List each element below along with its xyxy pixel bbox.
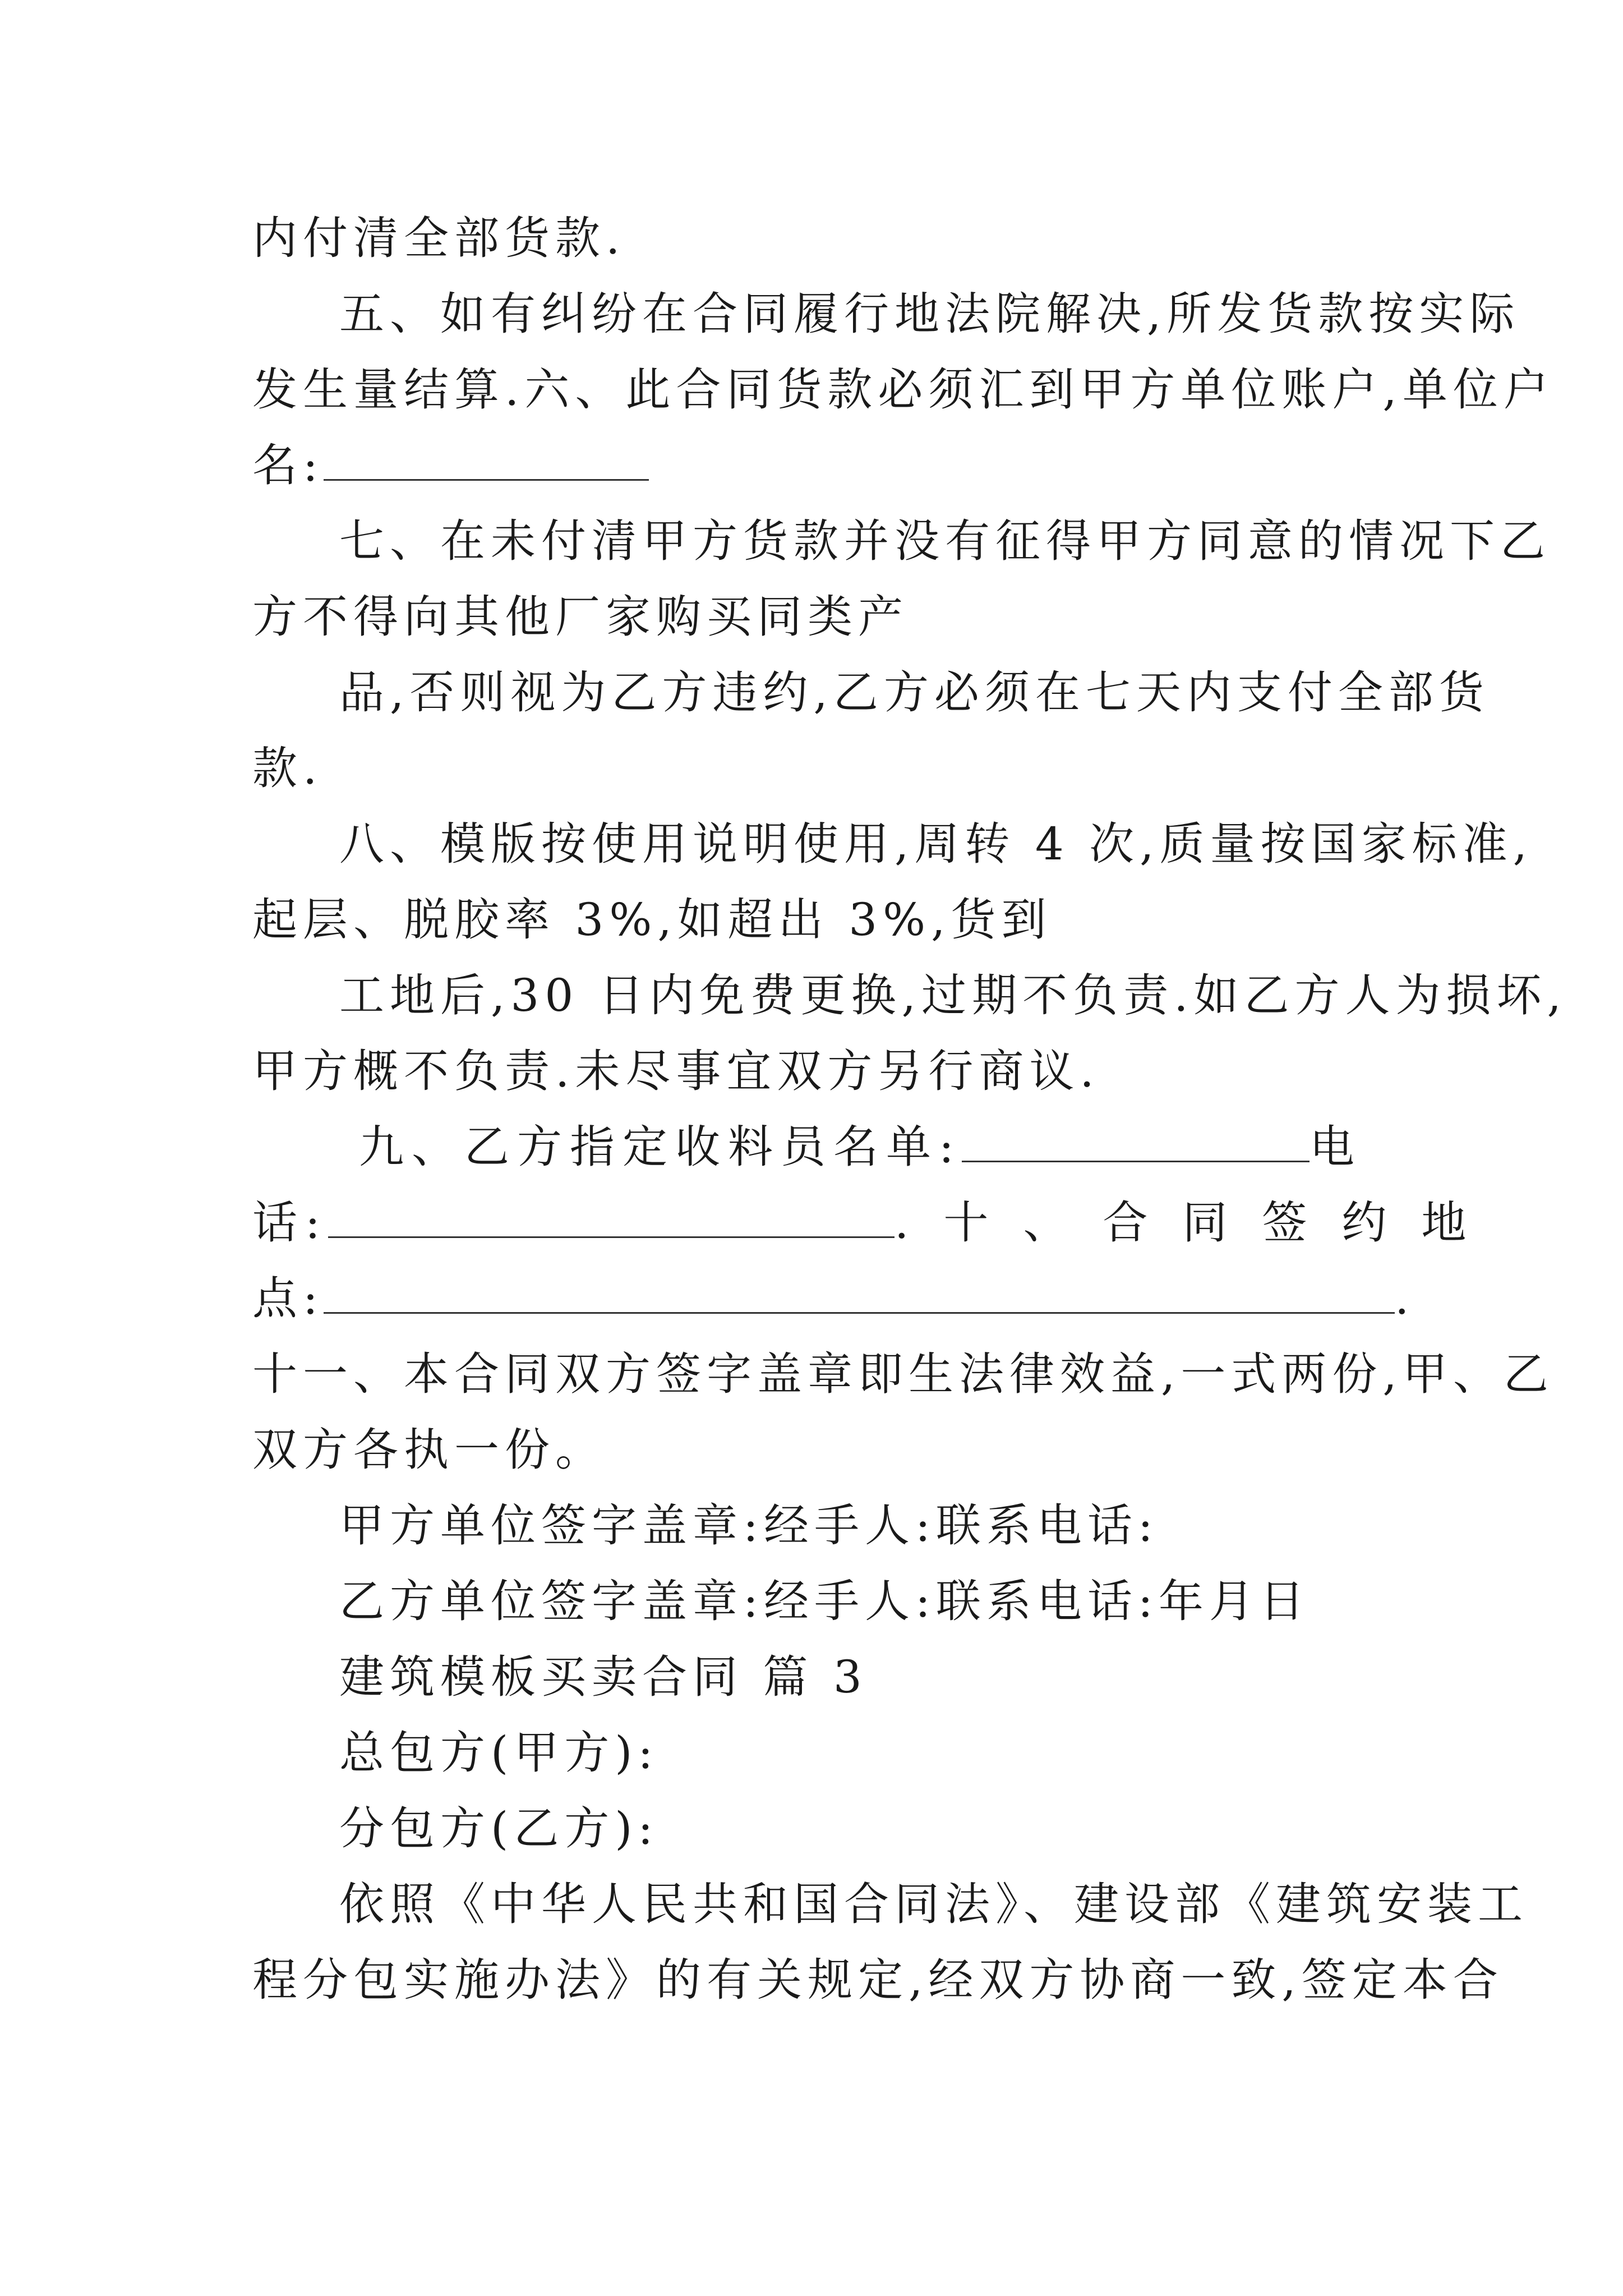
text-line: 十一、本合同双方签字盖章即生法律效益,一式两份,甲、乙: [252, 1348, 1554, 1400]
section-heading: 建筑模板买卖合同 篇 3: [339, 1651, 868, 1703]
text-line: 总包方(甲方):: [339, 1727, 659, 1779]
blank-line: [324, 440, 649, 481]
text-line: 款.: [252, 742, 323, 794]
text-line: 双方各执一份。: [252, 1424, 606, 1476]
text-line: 分包方(乙方):: [339, 1802, 659, 1855]
text-line: 甲方单位签字盖章:经手人:联系电话:: [339, 1499, 1159, 1552]
text-line: 品,否则视为乙方违约,乙方必须在七天内支付全部货: [339, 666, 1490, 719]
text-line: 八、模版按使用说明使用,周转 4 次,质量按国家标准,: [339, 818, 1533, 870]
field-label: 点:: [252, 1272, 324, 1324]
text-line: 工地后,30 日内免费更换,过期不负责.如乙方人为损坏,: [339, 969, 1567, 1022]
text-line: [359, 1119, 1362, 1175]
text-line: [252, 1271, 1414, 1327]
text-line: 甲方概不负责.未尽事宜双方另行商议.: [252, 1045, 1100, 1097]
text-fragment: .: [1394, 1272, 1415, 1324]
field-label: 名:: [252, 439, 324, 491]
text-fragment: 电: [1309, 1121, 1362, 1173]
text-line: 内付清全部货款.: [252, 212, 626, 264]
text-fragment: .十、合同签约地: [894, 1197, 1501, 1249]
text-line: 七、在未付清甲方货款并没有征得甲方同意的情况下乙: [339, 515, 1551, 567]
field-label: 九、乙方指定收料员名单:: [359, 1121, 962, 1173]
blank-line: [324, 1273, 1395, 1314]
text-line: 发生量结算.六、此合同货款必须汇到甲方单位账户,单位户: [252, 364, 1554, 416]
text-line: 五、如有纠纷在合同履行地法院解决,所发货款按实际: [339, 288, 1520, 340]
text-line: 依照《中华人民共和国合同法》、建设部《建筑安装工: [339, 1878, 1528, 1930]
field-label: 话:: [252, 1197, 328, 1249]
blank-line: [328, 1197, 895, 1238]
text-line: [252, 438, 649, 494]
text-line: 程分包实施办法》的有关规定,经双方协商一致,签定本合: [252, 1954, 1504, 2006]
text-line: 方不得向其他厂家购买同类产: [252, 591, 909, 643]
blank-line: [962, 1121, 1310, 1162]
text-line: [252, 1195, 1501, 1251]
text-line: 起层、脱胶率 3%,如超出 3%,货到: [252, 894, 1052, 946]
text-line: 乙方单位签字盖章:经手人:联系电话:年月日: [339, 1575, 1310, 1627]
